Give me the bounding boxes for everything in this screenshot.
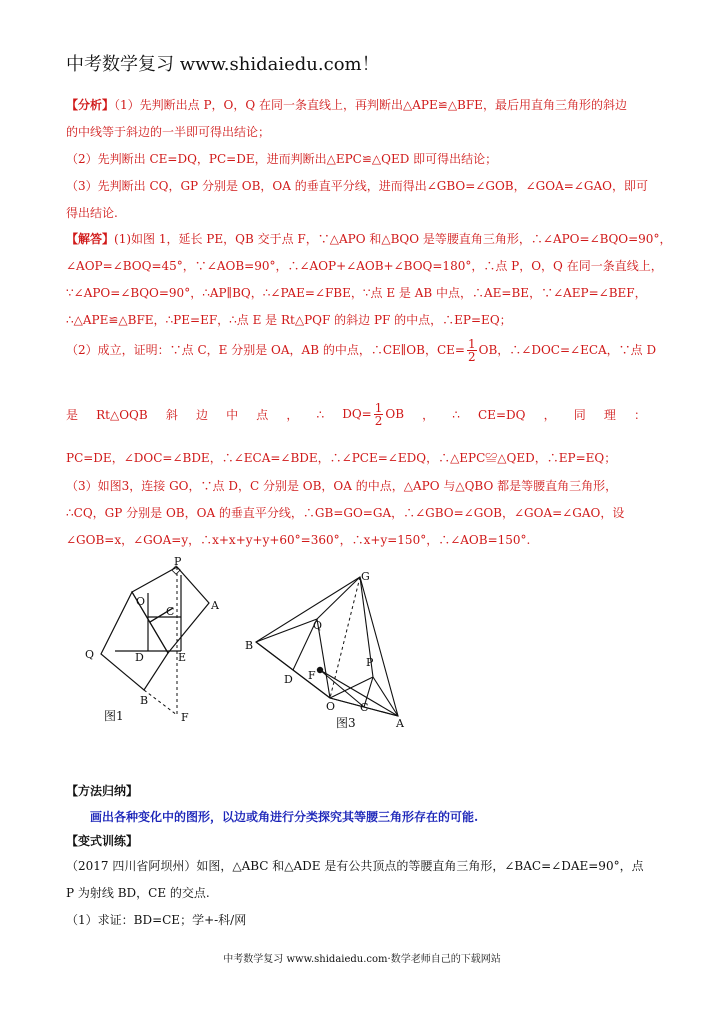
solution-line-7: PC=DE，∠DOC=∠BDE，∴∠ECA=∠BDE，∴∠PCE=∠EDQ，∴△EPC≌△QED，∴EP=EQ；	[66, 451, 617, 465]
variant-line-2: P 为射线 BD，CE 的交点.	[66, 886, 210, 900]
solution-line-5	[66, 338, 656, 363]
fig3-label-A: A	[396, 717, 404, 730]
page-footer: 中考数学复习 www.shidaiedu.com·数学老师自己的下载网站	[223, 954, 501, 965]
solution-word: Rt△OQB	[96, 407, 148, 422]
solution-text-5a: （2）成立，证明：∵点 C，E 分别是 OA，AB 的中点，∴CE∥OB，CE=	[66, 343, 465, 357]
fig3-label-Q: Q	[313, 619, 323, 632]
solution-text-1: (1)如图 1，延长 PE，QB 交于点 F，∵△APO 和△BQO 是等腰直角三角形，∴∠APO=∠BQO=90°，	[114, 232, 672, 246]
solution-line-2: ∠AOP=∠BOQ=45°，∵∠AOB=90°，∴∠AOP+∠AOB+∠BOQ=180°，∴点 P，O，Q 在同一条直线上，	[66, 259, 663, 273]
solution-word: 理	[603, 407, 616, 422]
fig3-line-GO	[330, 577, 360, 698]
solution-tag: 【解答】	[66, 232, 115, 246]
fraction-half-2	[374, 402, 384, 427]
solution-line-3: ∵∠APO=∠BQO=90°，∴AP∥BQ，∴∠PAE=∠FBE，∵点 E 是 AB 中点，∴AE=BE，∵∠AEP=∠BEF，	[66, 286, 647, 300]
fraction-numerator: 1	[374, 401, 383, 415]
fig3-point-F	[317, 667, 323, 673]
analysis-line-3: （2）先判断出 CE=DQ，PC=DE，进而判断出△EPC≌△QED 即可得出结论；	[66, 152, 498, 166]
fig1-label-O: O	[136, 595, 146, 608]
solution-word: ：	[633, 407, 646, 422]
fig1-label-E: E	[178, 651, 187, 664]
fig1-line-BF	[144, 690, 177, 715]
solution-word: 是	[66, 407, 79, 422]
analysis-line-5: 得出结论.	[66, 206, 118, 220]
solution-word: 边	[195, 407, 208, 422]
fig1-label-Q: Q	[85, 648, 95, 661]
fraction-numerator: 1	[467, 337, 476, 351]
solution-word: DQ=	[342, 407, 372, 421]
fig3-line-QG	[317, 577, 360, 619]
fig1-label-B: B	[140, 694, 149, 707]
fig3-label-P: P	[366, 656, 374, 669]
method-text: 画出各种变化中的图形，以边或角进行分类探究其等腰三角形存在的可能.	[90, 810, 479, 824]
fig3-label-O: O	[326, 700, 336, 713]
fig1-label-P: P	[174, 555, 182, 568]
fig1-label-C: C	[166, 605, 175, 618]
solution-word: OB	[385, 407, 405, 421]
solution-word: 同	[573, 407, 586, 422]
solution-dq-group	[342, 402, 404, 427]
fig1-caption: 图1	[104, 709, 124, 723]
solution-word: ，	[286, 407, 299, 422]
fig3-label-G: G	[361, 570, 370, 583]
analysis-line-4: （3）先判断出 CQ，GP 分别是 OB，OA 的垂直平分线，进而得出∠GBO=∠GOB，∠GOA=∠GAO，即可	[66, 179, 648, 193]
fraction-denominator: 2	[467, 350, 476, 364]
solution-word: 斜	[165, 407, 178, 422]
fig3-label-D: D	[284, 673, 293, 686]
solution-line-4: ∴△APE≌△BFE，∴PE=EF，∴点 E 是 Rt△PQF 的斜边 PF 的中点，∴EP=EQ；	[66, 313, 512, 327]
fig3-label-F: F	[308, 669, 316, 682]
fig3-caption: 图3	[336, 716, 356, 730]
solution-text-5b: OB，∴∠DOC=∠ECA，∵点 D	[478, 343, 657, 357]
variant-line-3: （1）求证：BD=CE；学+-科/网	[66, 913, 247, 927]
page-header: 中考数学复习 www.shidaiedu.com！	[66, 54, 380, 75]
fig1-label-A: A	[211, 599, 219, 612]
figure-3	[240, 565, 420, 730]
fig1-label-D: D	[135, 651, 144, 664]
analysis-text-1: （1）先判断出点 P，O，Q 在同一条直线上，再判断出△APE≌△BFE，最后用直角三角形的斜边	[114, 98, 627, 112]
solution-word: 中	[226, 407, 239, 422]
fig1-label-F: F	[181, 711, 189, 724]
solution-line-8: （3）如图3，连接 GO，∵点 D，C 分别是 OB，OA 的中点，△APO 与△QBO 都是等腰直角三角形，	[66, 479, 618, 493]
fig3-label-C: C	[360, 701, 369, 714]
analysis-tag: 【分析】	[66, 98, 115, 112]
analysis-line-1	[66, 98, 627, 112]
solution-word: 点	[256, 407, 269, 422]
solution-line-10: ∠GOB=x，∠GOA=y，∴x+x+y+y+60°=360°，∴x+y=150°，∴∠AOB=150°.	[66, 533, 531, 547]
solution-word: ，	[422, 407, 435, 422]
solution-word: CE=DQ	[478, 407, 526, 422]
solution-word: ∴	[452, 407, 460, 422]
fig3-label-B: B	[245, 639, 254, 652]
fig1-triangle-BQO	[101, 592, 168, 690]
solution-word: ∴	[316, 407, 325, 422]
fraction-half	[467, 338, 477, 363]
analysis-line-2: 的中线等于斜边的一半即可得出结论；	[66, 125, 271, 139]
solution-line-1	[66, 232, 671, 246]
method-title: 【方法归纳】	[66, 784, 139, 798]
fraction-denominator: 2	[374, 414, 383, 428]
solution-line-6	[66, 402, 646, 427]
solution-line-9: ∴CQ，GP 分别是 OB，OA 的垂直平分线，∴GB=GO=GA，∴∠GBO=∠GOB，∠GOA=∠GAO，设	[66, 506, 625, 520]
solution-word: ，	[543, 407, 556, 422]
variant-line-1: （2017 四川省阿坝州）如图，△ABC 和△ADE 是有公共顶点的等腰直角三角形，∠BAC=∠DAE=90°，点	[66, 859, 644, 873]
variant-title: 【变式训练】	[66, 834, 139, 848]
figure-1	[80, 555, 219, 725]
